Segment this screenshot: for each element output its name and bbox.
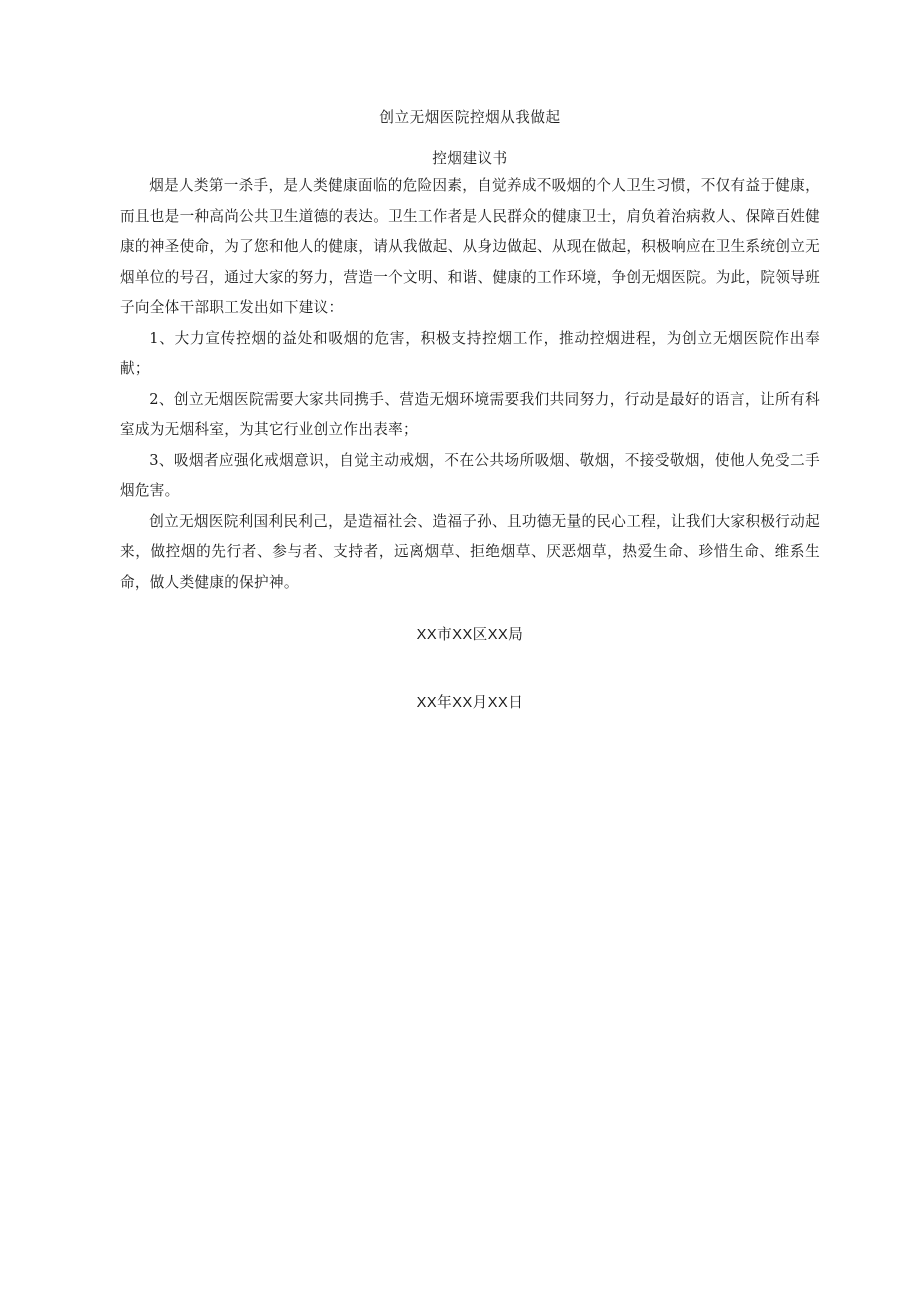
document-subtitle: 控烟建议书 [432,150,508,167]
document-title: 创立无烟医院控烟从我做起 [379,109,561,126]
intro-paragraph: 烟是人类第一杀手，是人类健康面临的危险因素，自觉养成不吸烟的个人卫生习惯，不仅有益于健康，而且也是一种高尚公共卫生道德的表达。卫生工作者是人民群众的健康卫士，肩负着治病救人、保障百姓健康的神圣使命，为了您和他人的健康，请从我做起、从身边做起、从现在做起，积极响应在卫生系统创立无烟单位的号召，通过大家的努力，营造一个文明、和谐、健康的工作环境，争创无烟医院。为此，院领导班子向全体干部职工发出如下建议： [120,177,821,316]
document-body [120,103,820,718]
signature-organization: XX市XX区XX局 [416,627,524,643]
suggestion-item-1: 1、大力宣传控烟的益处和吸烟的危害，积极支持控烟工作，推动控烟进程，为创立无烟医院作出奉献； [120,329,820,377]
suggestion-item-2: 2、创立无烟医院需要大家共同携手、营造无烟环境需要我们共同努力，行动是最好的语言，让所有科室成为无烟科室，为其它行业创立作出表率； [120,390,820,438]
signature-date: XX年XX月XX日 [416,695,524,711]
suggestion-item-3: 3、吸烟者应强化戒烟意识，自觉主动戒烟，不在公共场所吸烟、敬烟，不接受敬烟，使他人免受二手烟危害。 [120,451,820,499]
closing-paragraph: 创立无烟医院利国利民利己，是造福社会、造福子孙、且功德无量的民心工程，让我们大家积极行动起来，做控烟的先行者、参与者、支持者，远离烟草、拒绝烟草、厌恶烟草，热爱生命、珍惜生命、维系生命，做人类健康的保护神。 [120,512,820,591]
